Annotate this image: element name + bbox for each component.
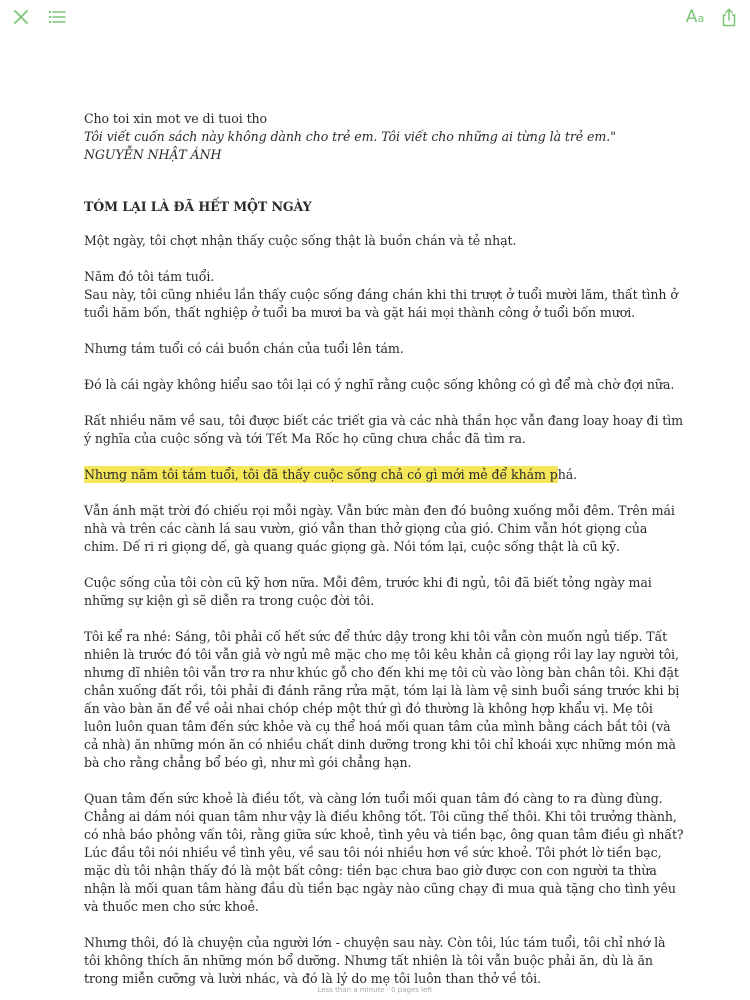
- paragraph: Rất nhiều năm về sau, tôi được biết các triết gia và các nhà thần học vẫn đang loay hoay đi tìm ý nghĩa của cuộc sống và tới Tết Ma Rốc họ cũng chưa chắc đã tìm ra.: [84, 413, 684, 446]
- paragraph-tail: há.: [557, 467, 578, 482]
- paragraph: Tôi kể ra nhé: Sáng, tôi phải cố hết sức để thức dậy trong khi tôi vẫn còn muốn ngủ tiếp. Tất nhiên là trước đó tôi vẫn giả vờ ngủ mê mặc cho mẹ tôi kêu khản cả giọng rồi lay lay người tôi, nhưng dĩ nhiên tôi vẫn trơ ra như khúc gỗ cho đến khi mẹ tôi cù vào lòng bàn chân tôi. Khi đặt chân xuống đất rồi, tôi phải đi đánh răng rửa mặt, tóm lại là làm vệ sinh buổi sáng trước khi bị ấn vào bàn ăn để về oải nhai chóp chép một thứ gì đó thường là không hợp khẩu vị. Mẹ tôi luôn luôn quan tâm đến sức khỏe và cụ thể hoá mối quan tâm của mình bằng cách bắt tôi (và cả nhà) ăn những món ăn có nhiều chất dinh dưỡng trong khi tôi chỉ khoái xực những món mà bà cho rằng chẳng bổ béo gì, như mì gói chẳng hạn.: [84, 629, 680, 770]
- book-page: [84, 110, 684, 1000]
- paragraph: Quan tâm đến sức khoẻ là điều tốt, và càng lớn tuổi mối quan tâm đó càng to ra đùng đùng. Chẳng ai dám nói quan tâm như vậy là điều không tốt. Tôi cũng thế thôi. Khi tôi trưởng thành, có nhà báo phỏng vấn tôi, rằng giữa sức khoẻ, tình yêu và tiền bạc, ông quan tâm điều gì nhất? Lúc đầu tôi nói nhiều về tình yêu, về sau tôi nói nhiều hơn về sức khoẻ. Tôi phớt lờ tiền bạc, mặc dù tôi nhận thấy đó là một bất công: tiền bạc chưa bao giờ được con con người ta thừa nhận là mối quan tâm hàng đầu dù tiền bạc ngày nào cũng chạy đi mua quà tặng cho tình yêu và thuốc men cho sức khoẻ.: [84, 791, 684, 914]
- intro-block: [84, 110, 684, 164]
- epigraph-line: Tôi viết cuốn sách này không dành cho trẻ em. Tôi viết cho những ai từng là trẻ em.": [84, 129, 616, 144]
- paragraph: Nhưng tám tuổi có cái buồn chán của tuổi lên tám.: [84, 341, 404, 356]
- text-highlight[interactable]: Nhưng năm tôi tám tuổi, tôi đã thấy cuộc sống chả có gì mới mẻ để khám p: [84, 467, 558, 482]
- paragraph: Một ngày, tôi chợt nhận thấy cuộc sống thật là buồn chán và tẻ nhạt.: [84, 233, 517, 248]
- font-size-icon: Aa: [685, 6, 705, 27]
- book-title-line: Cho toi xin mot ve di tuoi tho: [84, 111, 268, 126]
- close-icon: [13, 9, 29, 25]
- paragraph: Đó là cái ngày không hiểu sao tôi lại có ý nghĩ rằng cuộc sống không có gì để mà chờ đợi nữa.: [84, 377, 675, 392]
- paragraph: Năm đó tôi tám tuổi.: [84, 269, 215, 284]
- author-line: NGUYỄN NHẬT ÁNH: [84, 147, 222, 162]
- paragraph: Vẫn ánh mặt trời đó chiếu rọi mỗi ngày. Vẫn bức màn đen đó buông xuống mỗi đêm. Trên mái nhà và trên các cành lá sau vườn, gió vẫn than thở giọng của gió. Chim vẫn hót giọng của chim. Dế ri ri giọng dế, gà quang quác giọng gà. Nói tóm lại, cuộc sống thật là cũ kỹ.: [84, 503, 675, 554]
- close-button[interactable]: [8, 4, 34, 30]
- share-icon: [721, 8, 737, 27]
- paragraph: Cuộc sống của tôi còn cũ kỹ hơn nữa. Mỗi đêm, trước khi đi ngủ, tôi đã biết tỏng ngày mai những sự kiện gì sẽ diễn ra trong cuộc đời tôi.: [84, 575, 652, 608]
- chapter-title: TÓM LẠI LÀ ĐÃ HẾT MỘT NGÀY: [84, 199, 312, 214]
- share-button[interactable]: [716, 4, 742, 30]
- highlighted-paragraph: [84, 466, 684, 484]
- table-of-contents-button[interactable]: [44, 4, 70, 30]
- reader-toolbar: [0, 0, 750, 34]
- paragraph: Sau này, tôi cũng nhiều lần thấy cuộc sống đáng chán khi thi trượt ở tuổi mười lăm, thất tình ở tuổi hăm bốn, thất nghiệp ở tuổi ba mươi ba và gặt hái mọi thành công ở tuổi bốn mươi.: [84, 287, 678, 320]
- font-settings-button[interactable]: [680, 4, 710, 30]
- paragraph: Nhưng thôi, đó là chuyện của người lớn - chuyện sau này. Còn tôi, lúc tám tuổi, tôi chỉ nhớ là tôi không thích ăn những món bổ dưỡng. Nhưng tất nhiên là tôi vẫn buộc phải ăn, dù là ăn trong miễn cưỡng và lười nhác, và đó là lý do mẹ tôi luôn than thở về tôi.: [84, 935, 666, 986]
- reading-progress-status: Less than a minute · 0 pages left: [317, 986, 433, 994]
- list-icon: [48, 10, 66, 24]
